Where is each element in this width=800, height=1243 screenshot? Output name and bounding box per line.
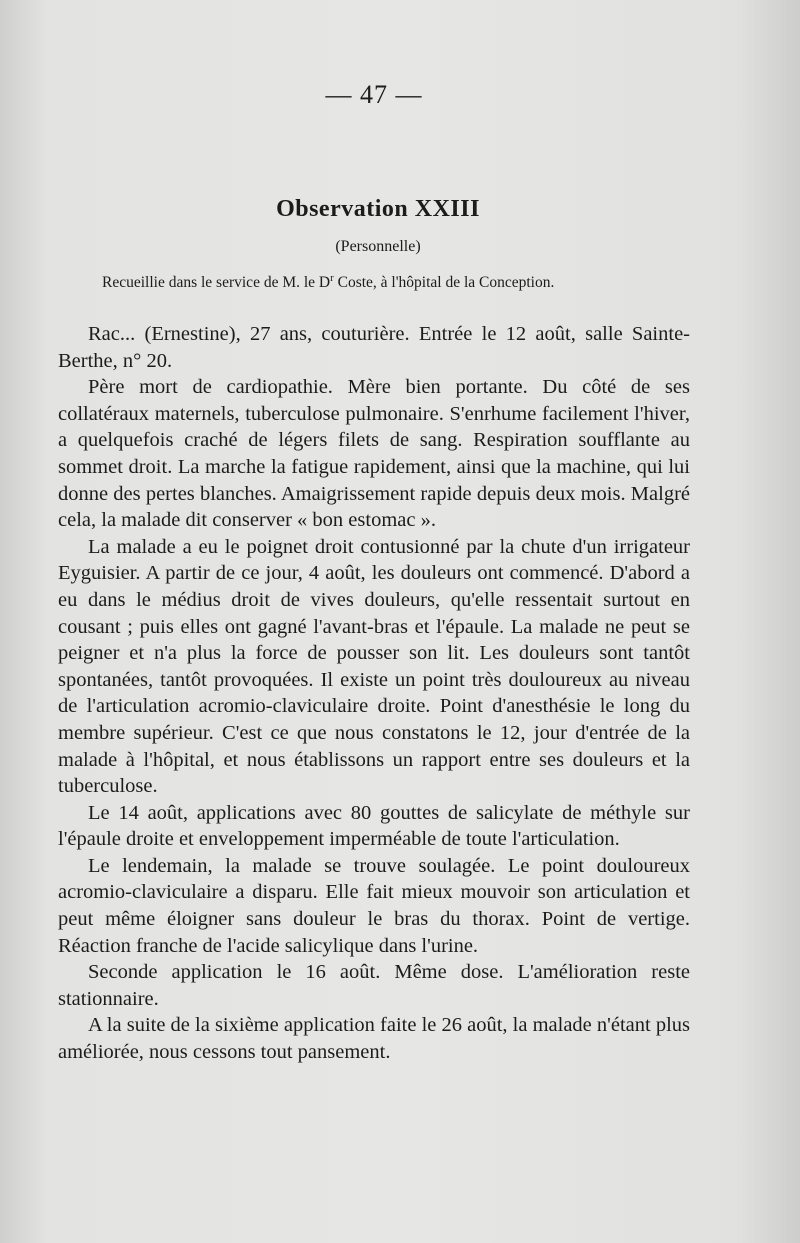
collection-note-text-end: Coste, à l'hôpital de la Conception. bbox=[333, 274, 555, 291]
observation-subtitle: (Personnelle) bbox=[335, 238, 421, 255]
page-number: — 47 — bbox=[325, 80, 423, 109]
observation-title: Observation XXIII bbox=[276, 196, 480, 222]
collection-note-superscript: r bbox=[330, 271, 334, 284]
paragraph-onset: La malade a eu le poignet droit contusionné par la chute d'un irrigateur Eyguisier. A partir de ce jour, 4 août, les douleurs ont commencé. D'abord a eu dans le médius droit de vives douleurs, qu'elle ressentait surtout en cousant ; puis elles ont gagné l'avant-bras et l'épaule. La malade ne peut se peigner et n'a plus la force de pousser son lit. Les douleurs sont tantôt spontanées, tantôt provoquées. Il existe un point très douloureux au niveau de l'articulation acromio-claviculaire droite. Point d'anesthésie le long du membre supérieur. C'est ce que nous constatons le 12, jour d'entrée de la malade à l'hôpital, et nous établissons un rapport entre ses douleurs et la tuberculose. bbox=[58, 535, 690, 798]
paragraph-next-day: Le lendemain, la malade se trouve soulagée. Le point douloureux acromio-claviculaire a disparu. Elle fait mieux mouvoir son articulation et peut même éloigner sans douleur le bras du thorax. Point de vertige. Réaction franche de l'acide salicylique dans l'urine. bbox=[58, 854, 690, 957]
paragraph-conclusion: A la suite de la sixième application faite le 26 août, la malade n'étant plus améliorée, nous cessons tout pansement. bbox=[58, 1014, 690, 1064]
paragraph-second-application: Seconde application le 16 août. Même dose. L'amélioration reste stationnaire. bbox=[58, 961, 690, 1010]
paragraph-treatment-first: Le 14 août, applications avec 80 gouttes de salicylate de méthyle sur l'épaule droite et enveloppement imperméable de toute l'articulation. bbox=[58, 801, 690, 851]
collection-note-text-start: Recueillie dans le service de M. le D bbox=[102, 274, 331, 291]
paragraph-identity: Rac... (Ernestine), 27 ans, couturière. Entrée le 12 août, salle Sainte-Berthe, n° 20. bbox=[58, 323, 690, 372]
collection-note bbox=[102, 271, 672, 292]
paragraph-history: Père mort de cardiopathie. Mère bien portante. Du côté de ses collatéraux maternels, tuberculose pulmonaire. S'enrhume facilement l'hiver, a quelquefois craché de légers filets de sang. Respiration soufflante au sommet droit. La marche la fatigue rapidement, ainsi que la machine, qui lui donne des pertes blanches. Amaigrissement rapide depuis deux mois. Malgré cela, la malade dit conserver « bon estomac ». bbox=[58, 376, 690, 532]
observation-body bbox=[58, 321, 690, 1066]
